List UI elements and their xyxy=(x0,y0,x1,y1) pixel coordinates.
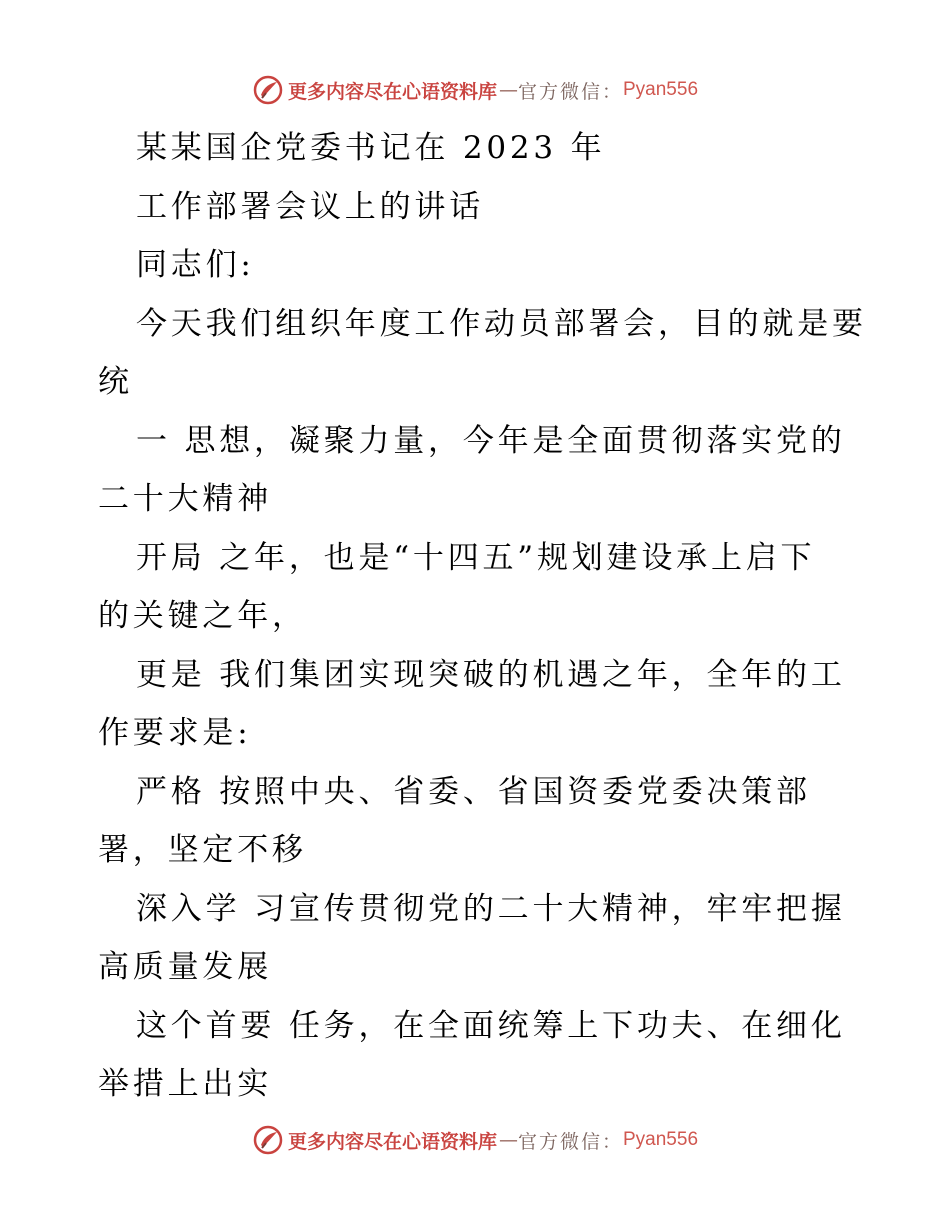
document-line: 工作部署会议上的讲话 xyxy=(136,188,484,225)
document-line: 举措上出实 xyxy=(98,1066,272,1102)
document-line: 高质量发展 xyxy=(98,949,272,985)
document-line: 作要求是: xyxy=(98,715,252,751)
document-line: 统 xyxy=(98,364,133,400)
header-watermark xyxy=(0,70,950,110)
watermark-separator: — xyxy=(498,79,516,101)
footer-watermark xyxy=(0,1120,950,1160)
brand-logo-icon xyxy=(252,74,284,106)
document-line: 的关键之年， xyxy=(98,598,307,634)
document-line: 今天我们组织年度工作动员部署会，目的就是要 xyxy=(136,305,867,342)
document-line: 署，坚定不移 xyxy=(98,832,307,868)
document-line: 开局 之年，也是“十四五”规划建设承上启下 xyxy=(136,539,816,576)
watermark-wechat-id: Pyan556 xyxy=(623,79,699,100)
document-line: 更是 我们集团实现突破的机遇之年，全年的工 xyxy=(136,656,846,693)
document-line: 一 思想，凝聚力量，今年是全面贯彻落实党的 xyxy=(136,422,846,459)
watermark-wechat-label: 官方微信： xyxy=(517,80,623,103)
watermark-brand-text: 更多内容尽在心语资料库 xyxy=(287,1130,497,1153)
watermark-wechat-id: Pyan556 xyxy=(623,1129,699,1150)
document-line: 严格 按照中央、省委、省国资委党委决策部 xyxy=(136,773,811,810)
brand-logo-icon xyxy=(252,1124,284,1156)
document-line: 这个首要 任务，在全面统筹上下功夫、在细化 xyxy=(136,1007,846,1044)
document-line: 某某国企党委书记在 2023 年 xyxy=(136,130,606,166)
watermark-brand-text: 更多内容尽在心语资料库 xyxy=(287,80,497,103)
document-line: 深入学 习宣传贯彻党的二十大精神，牢牢把握 xyxy=(136,890,846,927)
document-line: 同志们: xyxy=(136,247,255,283)
watermark-separator: — xyxy=(498,1129,516,1151)
document-line: 二十大精神 xyxy=(98,481,272,517)
watermark-wechat-label: 官方微信： xyxy=(517,1130,623,1153)
document-body xyxy=(98,119,867,1114)
